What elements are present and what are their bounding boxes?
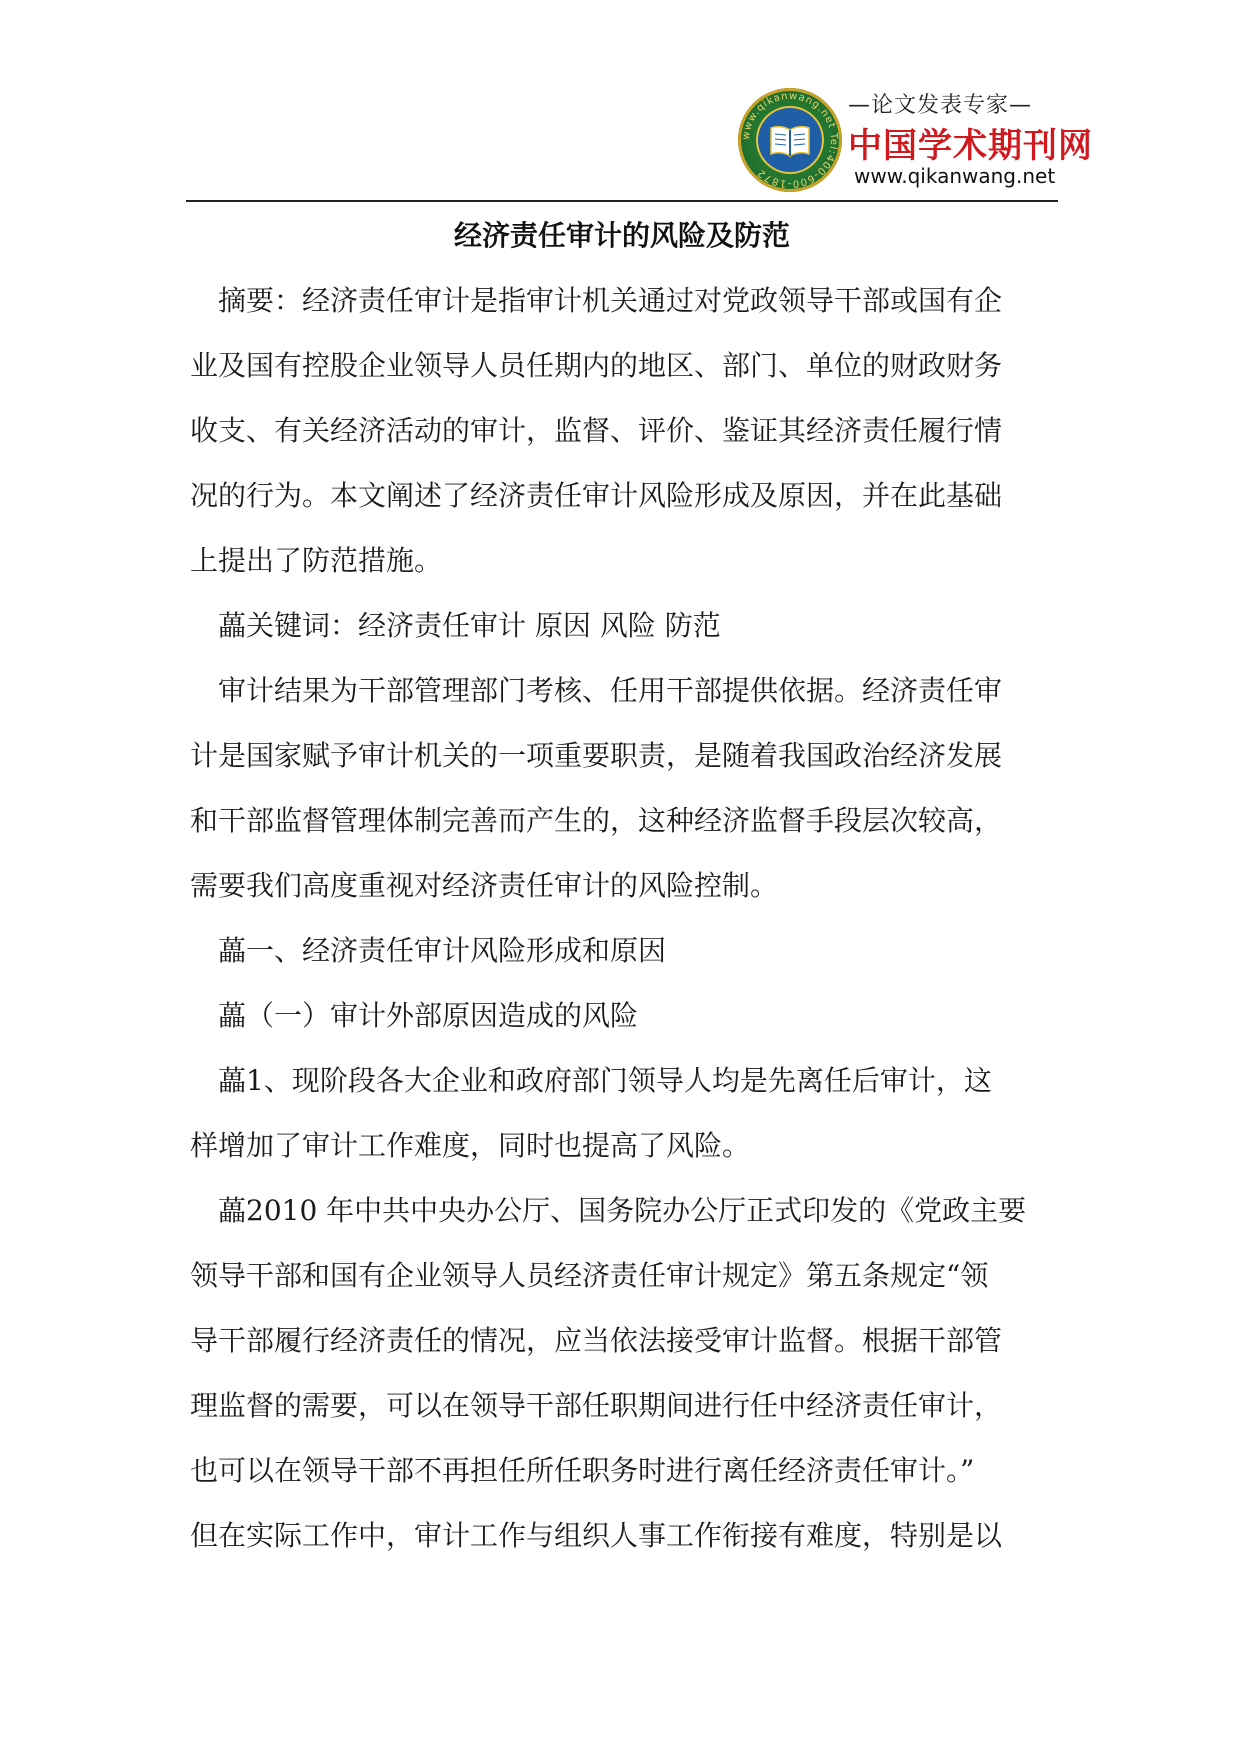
body-line: 样增加了审计工作难度，同时也提高了风险。 [190, 1129, 751, 1162]
body-line: 摘要：经济责任审计是指审计机关通过对党政领导干部或国有企 [218, 284, 1003, 317]
body-line: 理监督的需要，可以在领导干部任职期间进行任中经济责任审计， [190, 1389, 1003, 1422]
journal-logo [738, 86, 1093, 198]
body-line: 但在实际工作中，审计工作与组织人事工作衔接有难度，特别是以 [190, 1519, 1003, 1552]
body-line: 收支、有关经济活动的审计，监督、评价、鉴证其经济责任履行情 [190, 414, 1003, 447]
body-line: 况的行为。本文阐述了经济责任审计风险形成及原因，并在此基础 [190, 479, 1003, 512]
body-line: 藟1、现阶段各大企业和政府部门领导人均是先离任后审计，这 [218, 1064, 992, 1097]
body-line: 藟2010 年中共中央办公厅、国务院办公厅正式印发的《党政主要 [218, 1194, 1027, 1227]
body-line: 计是国家赋予审计机关的一项重要职责，是随着我国政治经济发展 [190, 739, 1003, 772]
seal-emblem-icon [738, 88, 842, 192]
subsection-heading: 藟（一）审计外部原因造成的风险 [218, 999, 639, 1032]
body-line: 审计结果为干部管理部门考核、任用干部提供依据。经济责任审 [218, 674, 1003, 707]
document-title: 经济责任审计的风险及防范 [453, 219, 790, 252]
keywords-line: 藟关键词：经济责任审计 原因 风险 防范 [218, 609, 721, 642]
body-line: 业及国有控股企业领导人员任期内的地区、部门、单位的财政财务 [190, 349, 1003, 382]
body-line: 导干部履行经济责任的情况，应当依法接受审计监督。根据干部管 [190, 1324, 1003, 1357]
section-heading: 藟一、经济责任审计风险形成和原因 [218, 934, 667, 967]
body-line: 上提出了防范措施。 [190, 544, 443, 577]
seal-ring-text: www.qikanwang.net Tel:400-600-1872 [740, 90, 840, 190]
logo-tagline: —论文发表专家— [848, 93, 1033, 118]
body-line: 和干部监督管理体制完善而产生的，这种经济监督手段层次较高， [190, 804, 1003, 837]
logo-title: 中国学术期刊网 [848, 126, 1093, 166]
document-body [190, 268, 1052, 1568]
body-line: 也可以在领导干部不再担任所任职务时进行离任经济责任审计。” [190, 1454, 975, 1487]
logo-url: www.qikanwang.net [854, 164, 1056, 188]
open-book-icon [768, 124, 812, 158]
header-divider [186, 200, 1058, 202]
body-line: 领导干部和国有企业领导人员经济责任审计规定》第五条规定“领 [190, 1259, 989, 1292]
body-line: 需要我们高度重视对经济责任审计的风险控制。 [190, 869, 779, 902]
